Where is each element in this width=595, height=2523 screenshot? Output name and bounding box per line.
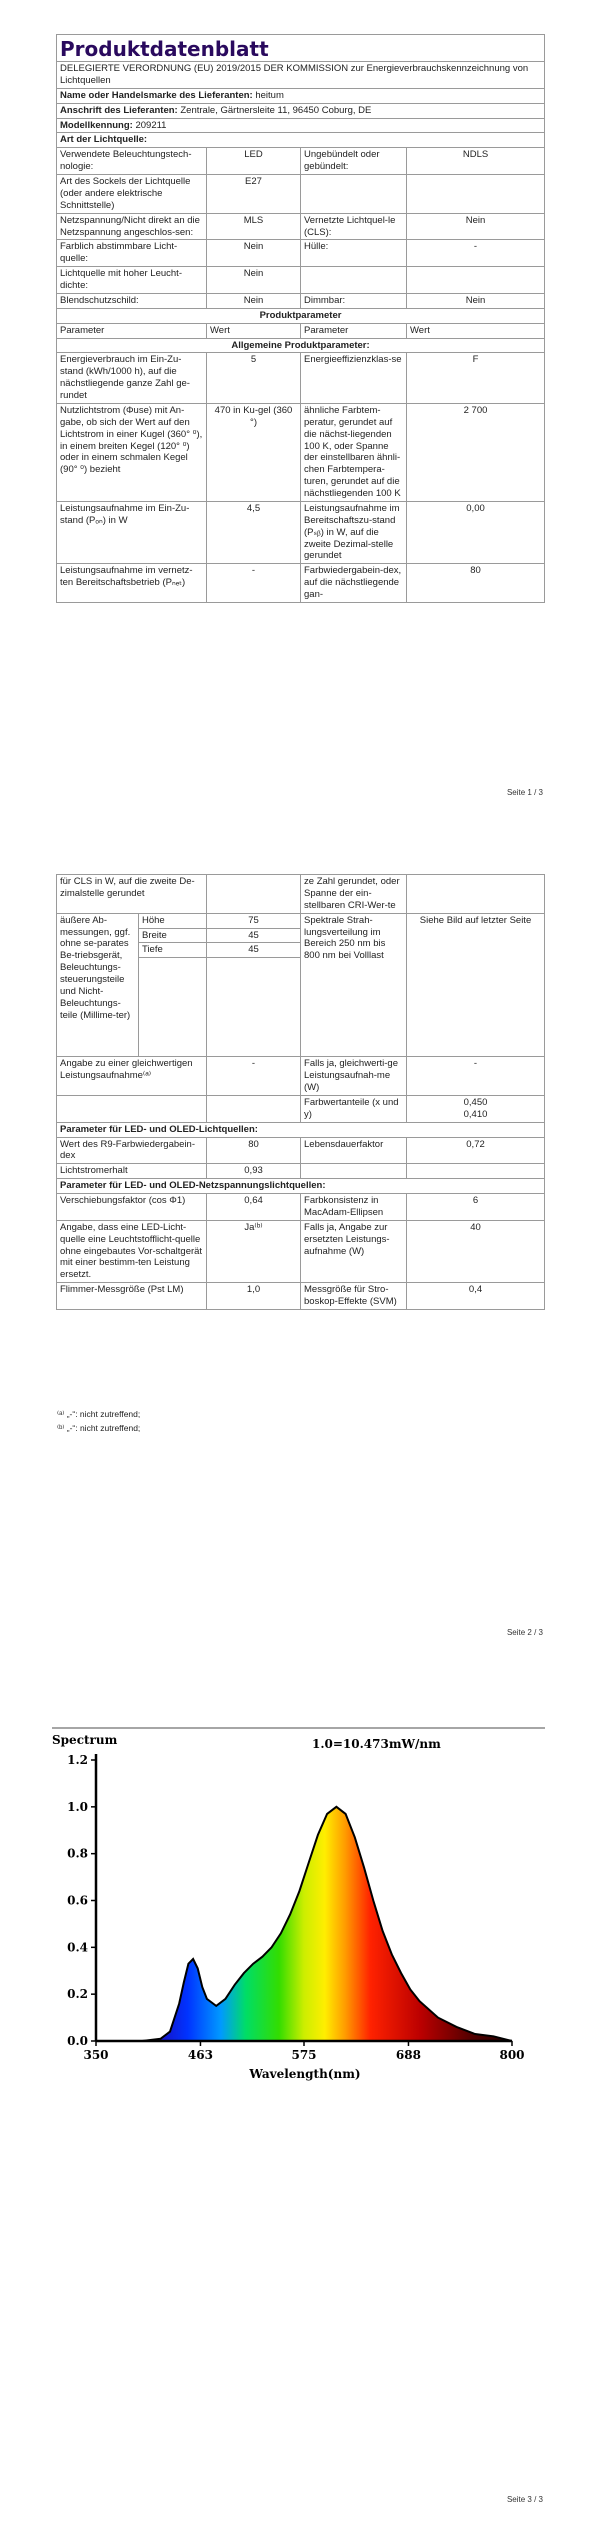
- param-value: 0,00: [407, 501, 545, 563]
- replacement-label: Angabe, dass eine LED-Licht-quelle eine Leuchtstofflicht-quelle ohne eingebautes Vor-schaltgerät mit einer bestimm-ten Leistung ersetzt.: [57, 1220, 207, 1282]
- table-row: [57, 403, 545, 501]
- continued-label: ze Zahl gerundet, oder Spanne der ein-stellbaren CRI-Wer-te: [301, 875, 407, 914]
- equiv-power-value: -: [207, 1057, 301, 1096]
- dimensions-label: äußere Ab-messungen, ggf. ohne se-parates Be-triebsgerät, Beleuchtungs-steuerungsteile und Nicht-Beleuchtungs-teile (Millime-ter): [57, 913, 139, 1057]
- param-label: Farbwiedergabein-dex, auf die nächstliegende gan-: [301, 564, 407, 603]
- table-row: [57, 1283, 545, 1310]
- led-params-heading: Parameter für LED- und OLED-Lichtquellen:: [57, 1122, 545, 1137]
- lifetime-label: Lebensdauerfaktor: [301, 1137, 407, 1164]
- y-tick-label: 0.6: [67, 1893, 88, 1908]
- column-header: Parameter: [57, 323, 207, 338]
- stroboscopic-value: 0,4: [407, 1283, 545, 1310]
- continued-label: für CLS in W, auf die zweite De-zimalstelle gerundet: [57, 875, 207, 914]
- depth-label: Tiefe: [139, 943, 207, 958]
- width-value: 45: [207, 928, 301, 943]
- table-row: [57, 875, 545, 914]
- row-value: -: [407, 240, 545, 267]
- row-value: Nein: [207, 240, 301, 267]
- row-value: LED: [207, 148, 301, 175]
- row-value: NDLS: [407, 148, 545, 175]
- stroboscopic-label: Messgröße für Stro-boskop-Effekte (SVM): [301, 1283, 407, 1310]
- row-label: Dimmbar:: [301, 293, 407, 308]
- page-1: [0, 0, 595, 800]
- page-3: [0, 1690, 595, 2523]
- x-tick-label: 688: [395, 2048, 421, 2062]
- row-label: Vernetzte Lichtquel-le (CLS):: [301, 213, 407, 240]
- spectrum-fill: [96, 1807, 512, 2041]
- row-value: MLS: [207, 213, 301, 240]
- flicker-value: 1,0: [207, 1283, 301, 1310]
- flux-maintenance-value: 0,93: [207, 1164, 301, 1179]
- y-tick-label: 0.0: [67, 2034, 88, 2048]
- flicker-label: Flimmer-Messgröße (Pst LM): [57, 1283, 207, 1310]
- page-number: Seite 3 / 3: [506, 2495, 543, 2504]
- model-label: Modellkennung:: [60, 119, 133, 131]
- replacement-value: Ja⁽ᵇ⁾: [207, 1220, 301, 1282]
- row-value: Nein: [207, 293, 301, 308]
- equiv-power-label: Angabe zu einer gleichwertigen Leistungsaufnahme⁽ᵃ⁾: [57, 1057, 207, 1096]
- row-label: Verwendete Beleuchtungstech-nologie:: [57, 148, 207, 175]
- replacement-question-value: 40: [407, 1220, 545, 1282]
- x-tick-label: 800: [499, 2048, 525, 2062]
- regulation-text: DELEGIERTE VERORDNUNG (EU) 2019/2015 DER KOMMISSION zur Energieverbrauchskennzeichnung von Lichtquellen: [57, 62, 545, 89]
- table-row: [57, 1095, 545, 1122]
- plot-area: [67, 1753, 524, 2062]
- macadam-value: 6: [407, 1194, 545, 1221]
- supplier-address: Zentrale, Gärtnersleite 11, 96450 Coburg, DE: [180, 104, 372, 116]
- chromaticity-x: 0,450: [463, 1096, 488, 1108]
- param-value: 4,5: [207, 501, 301, 563]
- y-tick-label: 0.2: [67, 1987, 88, 2002]
- row-value: Nein: [207, 267, 301, 294]
- row-label: Art des Sockels der Lichtquelle (oder andere elektrische Schnittstelle): [57, 175, 207, 214]
- row-label: [301, 175, 407, 214]
- param-label: ähnliche Farbtem-peratur, gerundet auf die nächst-liegenden 100 K, oder Spanne der einstellbaren ähnli-chen Farbtempera-turen, gerundet auf die nächstliegenden 100 K: [301, 403, 407, 501]
- param-value: 5: [207, 353, 301, 404]
- param-value: 80: [407, 564, 545, 603]
- table-row: [57, 1164, 545, 1179]
- supplier-name-label: Name oder Handelsmarke des Lieferanten:: [60, 89, 253, 101]
- table-row: [57, 1137, 545, 1164]
- width-label: Breite: [139, 928, 207, 943]
- supplier-name-row: [57, 88, 545, 103]
- document-title: Produktdatenblatt: [57, 35, 545, 62]
- table-row: [57, 1057, 545, 1096]
- chromaticity-y: 0,410: [463, 1108, 488, 1120]
- param-label: Leistungsaufnahme im Ein-Zu-stand (Pₒₙ) in W: [57, 501, 207, 563]
- y-tick-label: 1.2: [67, 1753, 88, 1767]
- supplier-address-row: [57, 103, 545, 118]
- param-value: F: [407, 353, 545, 404]
- row-label: Blendschutzschild:: [57, 293, 207, 308]
- supplier-name: heitum: [255, 89, 284, 101]
- row-label: Lichtquelle mit hoher Leucht-dichte:: [57, 267, 207, 294]
- model-row: [57, 118, 545, 133]
- equiv-power-question-value: -: [407, 1057, 545, 1096]
- row-label: Ungebündelt oder gebündelt:: [301, 148, 407, 175]
- table-row: [57, 564, 545, 603]
- light-type-heading: Art der Lichtquelle:: [57, 133, 545, 148]
- table-row: [57, 1194, 545, 1221]
- chromaticity-value: [407, 1095, 545, 1122]
- table-row: [57, 240, 545, 267]
- datasheet-table-page-1: [56, 34, 545, 603]
- column-header: Parameter: [301, 323, 407, 338]
- supplier-address-label: Anschrift des Lieferanten:: [60, 104, 178, 116]
- footnote-b: ⁽ᵇ⁾ „-“: nicht zutreffend;: [57, 1422, 141, 1433]
- spectral-value: Siehe Bild auf letzter Seite: [407, 913, 545, 1057]
- table-row: [57, 148, 545, 175]
- row-value: Nein: [407, 213, 545, 240]
- product-params-heading: Produktparameter: [57, 308, 545, 323]
- column-header-row: [57, 323, 545, 338]
- flux-maintenance-label: Lichtstromerhalt: [57, 1164, 207, 1179]
- page-number: Seite 1 / 3: [506, 788, 543, 797]
- spectrum-chart: [52, 1726, 545, 2086]
- table-row: [57, 1220, 545, 1282]
- param-label: Energieeffizienzklas-se: [301, 353, 407, 404]
- chart-subtitle: 1.0=10.473mW/nm: [312, 1737, 441, 1751]
- table-row: [57, 213, 545, 240]
- table-row: [57, 501, 545, 563]
- table-row: [57, 267, 545, 294]
- footnotes: [57, 1408, 140, 1435]
- row-label: Hülle:: [301, 240, 407, 267]
- replacement-question: Falls ja, Angabe zur ersetzten Leistungs-aufnahme (W): [301, 1220, 407, 1282]
- depth-value: 45: [207, 943, 301, 958]
- power-factor-label: Verschiebungsfaktor (cos Φ1): [57, 1194, 207, 1221]
- chart-title: Spectrum: [52, 1733, 118, 1747]
- x-tick-label: 463: [187, 2048, 213, 2062]
- r9-value: 80: [207, 1137, 301, 1164]
- mains-params-heading: Parameter für LED- und OLED-Netzspannungslichtquellen:: [57, 1179, 545, 1194]
- lifetime-value: 0,72: [407, 1137, 545, 1164]
- table-row: [57, 353, 545, 404]
- model-id: 209211: [135, 119, 167, 131]
- row-value: [407, 175, 545, 214]
- table-row: [57, 293, 545, 308]
- param-label: Energieverbrauch im Ein-Zu-stand (kWh/1000 h), auf die nächstliegende ganze Zahl ge-rundet: [57, 353, 207, 404]
- row-value: E27: [207, 175, 301, 214]
- row-value: [407, 267, 545, 294]
- general-params-heading: Allgemeine Produktparameter:: [57, 338, 545, 353]
- spectral-label: Spektrale Strah-lungsverteilung im Bereich 250 nm bis 800 nm bei Volllast: [301, 913, 407, 1057]
- table-row: [57, 175, 545, 214]
- power-factor-value: 0,64: [207, 1194, 301, 1221]
- column-header: Wert: [407, 323, 545, 338]
- param-label: Leistungsaufnahme im vernetz-ten Bereitschaftsbetrieb (Pₙₑₜ): [57, 564, 207, 603]
- macadam-label: Farbkonsistenz in MacAdam-Ellipsen: [301, 1194, 407, 1221]
- row-value: Nein: [407, 293, 545, 308]
- r9-label: Wert des R9-Farbwiedergabein-dex: [57, 1137, 207, 1164]
- y-tick-label: 0.4: [67, 1940, 88, 1955]
- height-label: Höhe: [139, 913, 207, 928]
- equiv-power-question: Falls ja, gleichwerti-ge Leistungsaufnah-me (W): [301, 1057, 407, 1096]
- param-value: -: [207, 564, 301, 603]
- footnote-a: ⁽ᵃ⁾ „-“: nicht zutreffend;: [57, 1409, 141, 1419]
- page-2: [0, 870, 595, 1670]
- x-axis-label: Wavelength(nm): [249, 2067, 361, 2081]
- param-label: Nutzlichtstrom (Φuse) mit An-gabe, ob sich der Wert auf den Lichtstrom in einer Kugel (360° ⁰), in einem breiten Kegel (120° ⁰) oder in einem schmalen Kegel (90° ⁰) bezieht: [57, 403, 207, 501]
- y-tick-label: 1.0: [67, 1799, 88, 1814]
- y-tick-label: 0.8: [67, 1846, 88, 1861]
- height-value: 75: [207, 913, 301, 928]
- param-value: 470 in Ku-gel (360 °): [207, 403, 301, 501]
- spectrum-chart-svg: [52, 1726, 545, 2086]
- datasheet-table-page-2: [56, 874, 545, 1310]
- x-tick-label: 350: [83, 2048, 109, 2062]
- param-value: 2 700: [407, 403, 545, 501]
- column-header: Wert: [207, 323, 301, 338]
- row-label: Farblich abstimmbare Licht-quelle:: [57, 240, 207, 267]
- x-tick-label: 575: [291, 2048, 317, 2062]
- row-label: Netzspannung/Nicht direkt an die Netzspannung angeschlos-sen:: [57, 213, 207, 240]
- page-number: Seite 2 / 3: [506, 1628, 543, 1637]
- chromaticity-label: Farbwertanteile (x und y): [301, 1095, 407, 1122]
- param-label: Leistungsaufnahme im Bereitschaftszu-stand (Pₛᵦ) in W, auf die zweite Dezimal-stelle gerundet: [301, 501, 407, 563]
- row-label: [301, 267, 407, 294]
- dimensions-row: [57, 913, 545, 928]
